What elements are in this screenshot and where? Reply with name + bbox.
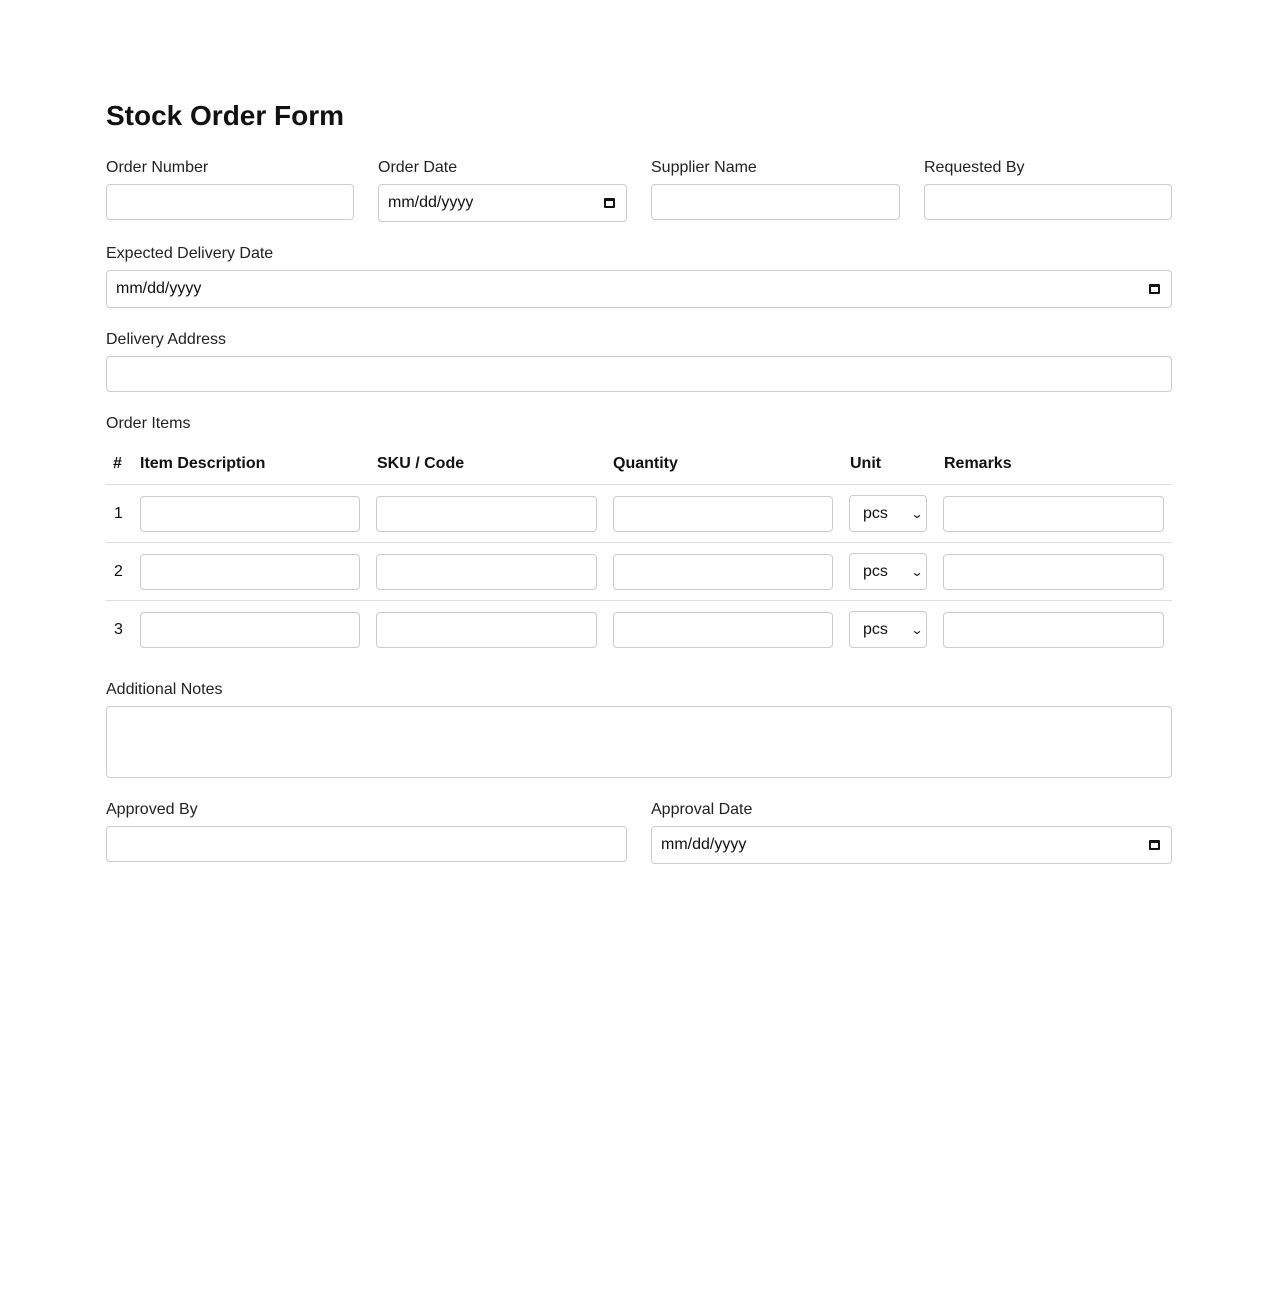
approval-date-input[interactable] xyxy=(651,826,1172,864)
order-number-input[interactable] xyxy=(106,184,354,220)
column-header-number: # xyxy=(113,455,122,472)
sku-input[interactable] xyxy=(376,612,597,648)
requested-by-input[interactable] xyxy=(924,184,1172,220)
unit-select[interactable] xyxy=(849,611,927,648)
quantity-input[interactable] xyxy=(613,496,833,532)
column-header-remarks: Remarks xyxy=(944,455,1012,472)
unit-select-value: pcs xyxy=(863,562,888,580)
chevron-down-icon: ⌄ xyxy=(910,506,924,521)
expected-delivery-date-placeholder: mm/dd/yyyy xyxy=(116,280,202,297)
divider xyxy=(106,542,1172,543)
item-description-input[interactable] xyxy=(140,612,360,648)
column-header-item-description: Item Description xyxy=(140,455,266,472)
approval-date-label: Approval Date xyxy=(651,801,753,818)
row-number: 1 xyxy=(114,505,123,522)
quantity-input[interactable] xyxy=(613,612,833,648)
remarks-input[interactable] xyxy=(943,612,1164,648)
calendar-icon[interactable] xyxy=(604,198,615,208)
sku-input[interactable] xyxy=(376,496,597,532)
column-header-unit: Unit xyxy=(850,455,882,472)
approved-by-input[interactable] xyxy=(106,826,627,862)
remarks-input[interactable] xyxy=(943,496,1164,532)
order-date-label: Order Date xyxy=(378,159,458,176)
additional-notes-label: Additional Notes xyxy=(106,681,223,698)
item-description-input[interactable] xyxy=(140,554,360,590)
column-header-sku: SKU / Code xyxy=(377,455,465,472)
unit-select[interactable] xyxy=(849,495,927,532)
order-date-input[interactable] xyxy=(378,184,627,222)
order-items-label: Order Items xyxy=(106,415,191,432)
unit-select-value: pcs xyxy=(863,504,888,522)
divider xyxy=(106,600,1172,601)
row-number: 2 xyxy=(114,563,123,580)
supplier-name-input[interactable] xyxy=(651,184,900,220)
expected-delivery-date-label: Expected Delivery Date xyxy=(106,245,274,262)
unit-select[interactable] xyxy=(849,553,927,590)
quantity-input[interactable] xyxy=(613,554,833,590)
chevron-down-icon: ⌄ xyxy=(910,564,924,579)
calendar-icon[interactable] xyxy=(1149,840,1160,850)
divider xyxy=(106,484,1172,485)
delivery-address-label: Delivery Address xyxy=(106,331,227,348)
calendar-icon[interactable] xyxy=(1149,284,1160,294)
order-date-placeholder: mm/dd/yyyy xyxy=(388,194,474,211)
additional-notes-textarea[interactable] xyxy=(106,706,1172,778)
item-description-input[interactable] xyxy=(140,496,360,532)
page-title: Stock Order Form xyxy=(106,100,345,131)
requested-by-label: Requested By xyxy=(924,159,1025,176)
unit-select-value: pcs xyxy=(863,620,888,638)
supplier-name-label: Supplier Name xyxy=(651,159,757,176)
order-number-label: Order Number xyxy=(106,159,209,176)
delivery-address-input[interactable] xyxy=(106,356,1172,392)
sku-input[interactable] xyxy=(376,554,597,590)
remarks-input[interactable] xyxy=(943,554,1164,590)
chevron-down-icon: ⌄ xyxy=(910,622,924,637)
approval-date-placeholder: mm/dd/yyyy xyxy=(661,836,747,853)
row-number: 3 xyxy=(114,621,123,638)
column-header-quantity: Quantity xyxy=(613,455,678,472)
expected-delivery-date-input[interactable] xyxy=(106,270,1172,308)
approved-by-label: Approved By xyxy=(106,801,198,818)
